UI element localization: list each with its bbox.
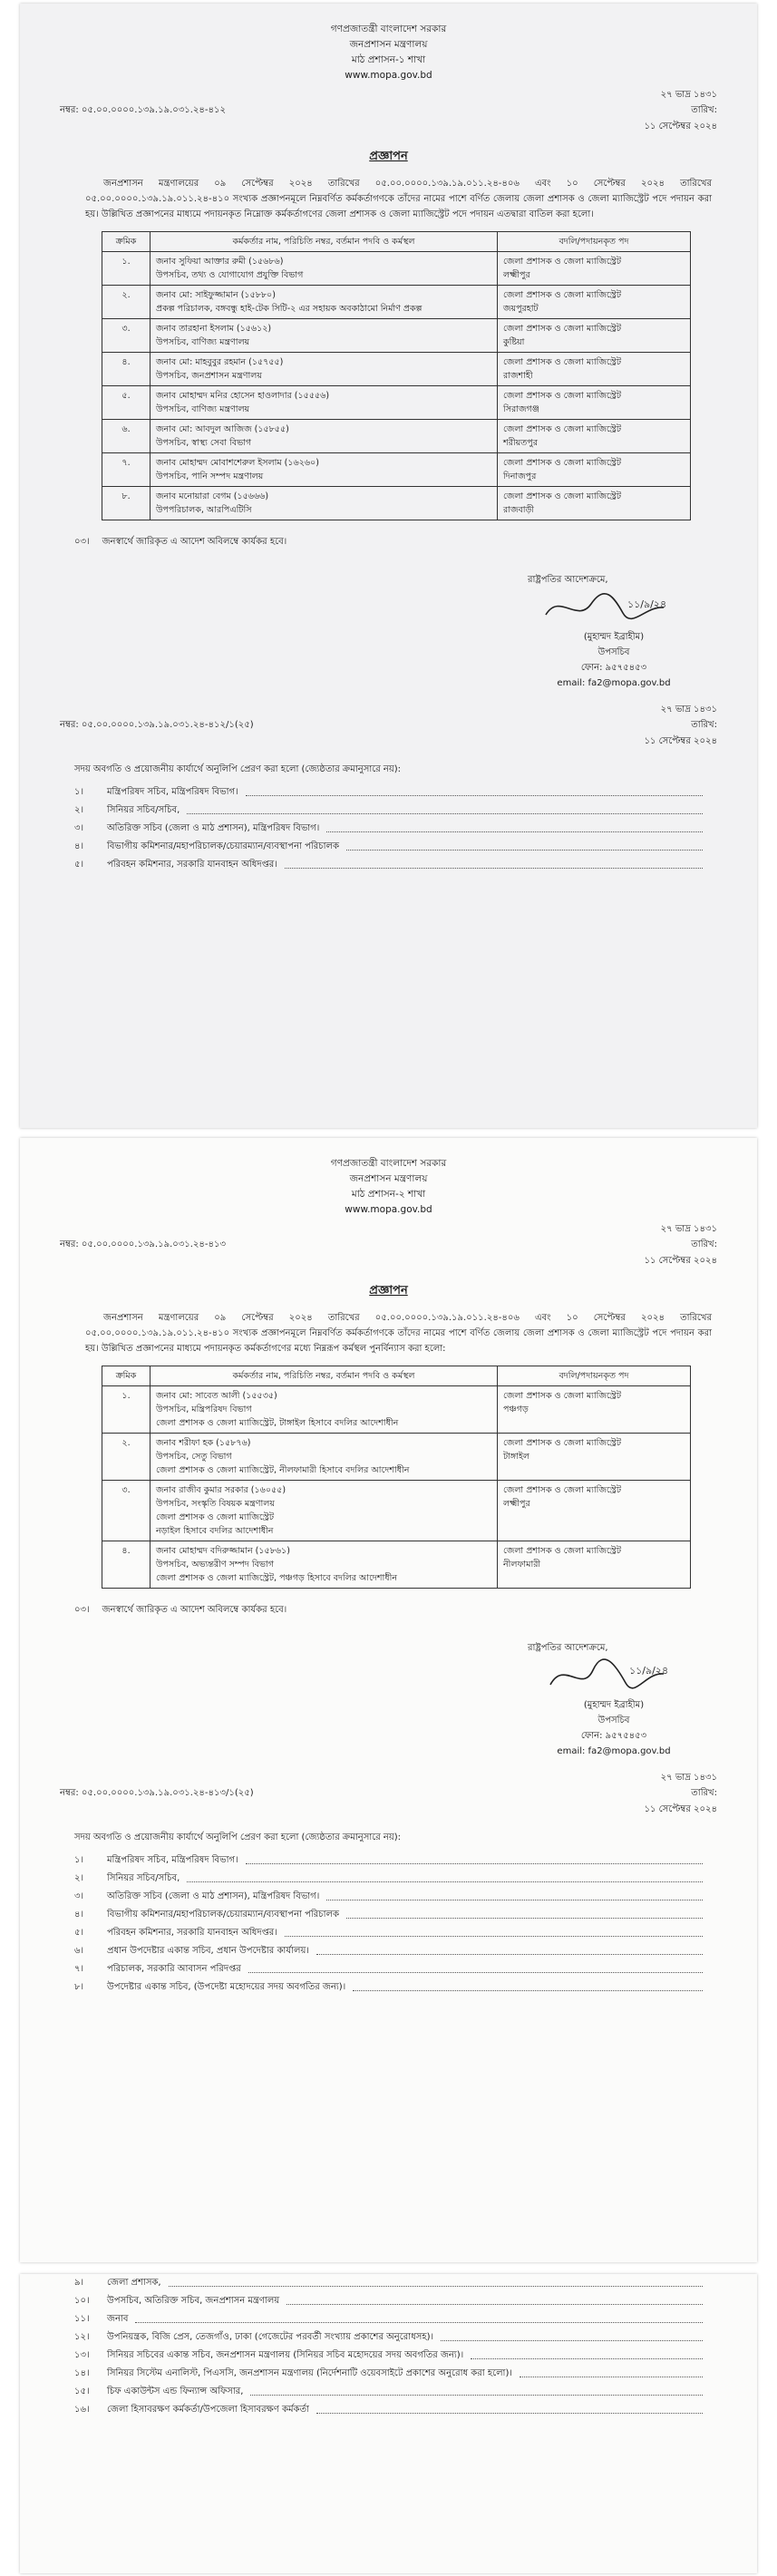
copy-list: [74, 1852, 757, 1997]
copy-item-text: উপনিয়ন্ত্রক, বিজি প্রেস, তেজগাঁও, ঢাকা (গেজেটের পরবর্তী সংখ্যায় প্রকাশের অনুরোধসহ)।: [107, 2332, 434, 2342]
website: www.mopa.gov.bd: [345, 70, 432, 81]
fill-line: [520, 2365, 703, 2377]
signatory-email: email: fa2@mopa.gov.bd: [557, 678, 671, 688]
copy-item: [74, 2401, 757, 2419]
copy-heading: সদয় অবগতি ও প্রয়োজনীয় কার্যার্থে অনুলিপি প্রেরণ করা হলো (জ্যেষ্ঠতার ক্রমানুসারে নয়):: [74, 1832, 402, 1842]
copy-item: [74, 838, 757, 856]
post-cell: জেলা প্রশাসক ও জেলা ম্যাজিস্ট্রেট নীলফামারী: [498, 1541, 691, 1589]
serial-cell: ১.: [102, 1386, 151, 1434]
copy-item: [74, 820, 757, 838]
copy-memo-number: নম্বর: ০৫.০০.০০০০.১৩৯.১৯.০৩১.২৪-৪১২/১(২৫): [60, 720, 254, 730]
table-row: [102, 487, 691, 520]
date-english: ১১ সেপ্টেম্বর ২০২৪: [644, 1256, 717, 1266]
signatory-designation: উপসচিব: [597, 1716, 630, 1725]
serial-cell: ৮.: [102, 487, 151, 520]
copy-item-text: উপদেষ্টার একান্ত সচিব, (উপদেষ্টা মহোদয়ের সদয় অবগতির জন্য)।: [107, 1982, 346, 1992]
copy-item-number: ১।: [74, 787, 84, 797]
copy-item: [74, 2310, 757, 2328]
website: www.mopa.gov.bd: [345, 1204, 432, 1215]
notification-title: প্রজ্ঞাপন: [369, 1284, 408, 1298]
post-cell: জেলা প্রশাসক ও জেলা ম্যাজিস্ট্রেট জয়পুরহাট: [498, 286, 691, 319]
officer-cell: জনাব রাজীব কুমার সরকার (১৬০৫৫) উপসচিব, সংস্কৃতি বিষয়ক মন্ত্রণালয় জেলা প্রশাসক ও জেলা ম্যাজিস্ট্রেট নড়াইল হিসাবে বদলির আদেশাধীন: [151, 1481, 498, 1541]
copy-item-text: অতিরিক্ত সচিব (জেলা ও মাঠ প্রশাসন), মন্ত্রিপরিষদ বিভাগ।: [107, 823, 320, 833]
copy-item: [74, 1960, 757, 1978]
notification-page-3: [20, 2274, 757, 2573]
effective-note: [74, 535, 757, 550]
copy-item-number: ১৫।: [74, 2386, 90, 2396]
copy-item-text: জেলা প্রশাসক,: [107, 2278, 161, 2288]
col-officer: কর্মকর্তার নাম, পরিচিতি নম্বর, বর্তমান পদবি ও কর্মস্থল: [151, 1366, 498, 1386]
table-row: [102, 1434, 691, 1481]
copy-item-number: ৭।: [74, 1964, 84, 1974]
signature-date: ১১/৯/২৪: [627, 598, 667, 610]
officer-cell: জনাব মো: আবদুল আজিজ (১৫৮৫৫) উপসচিব, স্বাস্থ্য সেবা বিভাগ: [151, 420, 498, 453]
signatory-name: (মুহাম্মদ ইব্রাহীম): [583, 632, 645, 642]
copy-item-number: ১২।: [74, 2332, 90, 2342]
table-row: [102, 252, 691, 286]
officer-cell: জনাব তারহানা ইসলাম (১৫৬১২) উপসচিব, বাণিজ্য মন্ত্রণালয়: [151, 319, 498, 353]
fill-line: [287, 2292, 703, 2305]
fill-line: [441, 2328, 703, 2341]
copy-item-text: উপসচিব, অতিরিক্ত সচিব, জনপ্রশাসন মন্ত্রণালয়: [107, 2296, 280, 2306]
copy-item-text: সিনিয়র সচিব/সচিব,: [107, 1873, 180, 1883]
signatory-phone: ফোন: ৯৫৭৫৪৫৩: [580, 663, 647, 673]
post-cell: জেলা প্রশাসক ও জেলা ম্যাজিস্ট্রেট লক্ষ্মীপুর: [498, 1481, 691, 1541]
fill-line: [316, 1942, 703, 1955]
copy-item-number: ১৪।: [74, 2368, 90, 2378]
col-officer: কর্মকর্তার নাম, পরিচিতি নম্বর, বর্তমান পদবি ও কর্মস্থল: [151, 232, 498, 252]
copy-item: [74, 856, 757, 874]
copy-item: [74, 1870, 757, 1888]
copy-item: [74, 2347, 757, 2365]
table-header-row: [102, 232, 691, 252]
copy-item-number: ৩।: [74, 823, 84, 833]
memo-number: নম্বর: ০৫.০০.০০০০.১৩৯.১৯.০৩১.২৪-৪১৩: [60, 1239, 227, 1249]
signatory-designation: উপসচিব: [597, 647, 630, 657]
serial-cell: ৭.: [102, 453, 151, 487]
copy-heading: সদয় অবগতি ও প্রয়োজনীয় কার্যার্থে অনুলিপি প্রেরণ করা হলো (জ্যেষ্ঠতার ক্রমানুসারে নয়):: [74, 764, 402, 774]
date-label: তারিখ:: [691, 105, 717, 115]
serial-cell: ২.: [102, 1434, 151, 1481]
table-row: [102, 1541, 691, 1589]
copy-item: [74, 2274, 757, 2292]
copy-item-text: পরিবহন কমিশনার, সরকারি যানবাহন অধিদপ্তর।: [107, 1928, 277, 1938]
officer-cell: জনাব মোহাম্মদ মনির হোসেন হাওলাদার (১৫৫৫৬) উপসচিব, বাণিজ্য মন্ত্রণালয়: [151, 386, 498, 420]
section-name: মাঠ প্রশাসন-১ শাখা: [351, 54, 426, 65]
copy-date-label: তারিখ:: [691, 1788, 717, 1798]
fill-line: [169, 2274, 703, 2287]
post-cell: জেলা প্রশাসক ও জেলা ম্যাজিস্ট্রেট পঞ্চগড়: [498, 1386, 691, 1434]
copy-item-number: ২।: [74, 1873, 84, 1883]
copy-item: [74, 802, 757, 820]
copy-item-text: মন্ত্রিপরিষদ সচিব, মন্ত্রিপরিষদ বিভাগ।: [107, 1855, 238, 1865]
note-number: ০৩।: [74, 537, 90, 547]
col-post: বদলি/পদায়নকৃত পদ: [498, 1366, 691, 1386]
table-row: [102, 319, 691, 353]
copy-date-english: ১১ সেপ্টেম্বর ২০২৪: [644, 736, 717, 746]
serial-cell: ১.: [102, 252, 151, 286]
fill-line: [346, 1906, 703, 1919]
copy-item-text: সিনিয়র সচিবের একান্ত সচিব, জনপ্রশাসন মন্ত্রণালয় (সিনিয়র সচিব মহোদয়ের সদয় অবগতির জন্য)।: [107, 2350, 464, 2360]
fill-line: [326, 820, 703, 832]
note-text: জনস্বার্থে জারিকৃত এ আদেশ অবিলম্বে কার্যকর হবে।: [102, 537, 287, 547]
table-row: [102, 420, 691, 453]
copy-item-number: ৯।: [74, 2278, 84, 2288]
serial-cell: ৪.: [102, 353, 151, 386]
ministry-name: জনপ্রশাসন মন্ত্রণালয়: [349, 39, 428, 50]
copy-item-text: পরিচালক, সরকারি আবাসন পরিদপ্তর: [107, 1964, 241, 1974]
copy-item: [74, 2292, 757, 2310]
copy-item-number: ১৩।: [74, 2350, 90, 2360]
fill-line: [471, 2347, 703, 2359]
posting-table: [102, 1366, 691, 1589]
copy-item-number: ৫।: [74, 860, 84, 870]
handwritten-signature: [528, 1656, 757, 1697]
col-serial: ক্রমিক: [102, 1366, 151, 1386]
govt-name: গণপ্রজাতন্ত্রী বাংলাদেশ সরকার: [330, 1158, 447, 1169]
post-cell: জেলা প্রশাসক ও জেলা ম্যাজিস্ট্রেট রাজশাহী: [498, 353, 691, 386]
table-row: [102, 353, 691, 386]
copy-item-number: ৪।: [74, 841, 84, 851]
letterhead: [20, 1138, 757, 1218]
officer-cell: জনাব মো: মাহবুবুর রহমান (১৫৭৫৫) উপসচিব, জনপ্রশাসন মন্ত্রণালয়: [151, 353, 498, 386]
effective-note: [74, 1603, 757, 1619]
serial-cell: ৪.: [102, 1541, 151, 1589]
signature-block: [528, 572, 757, 691]
copy-item: [74, 1924, 757, 1942]
signature-date: ১১/৯/২৪: [629, 1665, 669, 1677]
order-line: রাষ্ট্রপতির আদেশক্রমে,: [528, 1643, 608, 1653]
officer-cell: জনাব মনোয়ারা বেগম (১৫৬৬৬) উপপরিচালক, আরপিএটিসি: [151, 487, 498, 520]
post-cell: জেলা প্রশাসক ও জেলা ম্যাজিস্ট্রেট কুষ্টিয়া: [498, 319, 691, 353]
serial-cell: ২.: [102, 286, 151, 319]
copy-item: [74, 1906, 757, 1924]
section-name: মাঠ প্রশাসন-২ শাখা: [351, 1189, 426, 1200]
fill-line: [246, 783, 703, 796]
serial-cell: ৩.: [102, 1481, 151, 1541]
memo-number: নম্বর: ০৫.০০.০০০০.১৩৯.১৯.০৩১.২৪-৪১২: [60, 105, 227, 115]
copy-item-text: সিনিয়র সিস্টেম এনালিস্ট, পিএসসি, জনপ্রশাসন মন্ত্রণালয় (নির্দেশনাটি ওয়েবসাইটে প্রকাশের অনুরোধ করা হলো)।: [107, 2368, 512, 2378]
copy-item-number: ৮।: [74, 1982, 84, 1992]
officer-cell: জনাব সুফিয়া আক্তার রুমী (১৫৬৮৬) উপসচিব, তথ্য ও যোগাযোগ প্রযুক্তি বিভাগ: [151, 252, 498, 286]
copy-item: [74, 1888, 757, 1906]
fill-line: [246, 1852, 703, 1864]
notification-body: জনপ্রশাসন মন্ত্রণালয়ের ০৯ সেপ্টেম্বর ২০২৪ তারিখের ০৫.০০.০০০০.১৩৯.১৯.০১১.২৪-৪০৬ এবং ১০ সেপ্টেম্বর ২০২৪ তারিখের ০৫.০০.০০০০.১৩৯.১৯.০১১.২৪-৪১০ সংখ্যক প্রজ্ঞাপনমূলে নিম্নবর্ণিত কর্মকর্তাগণকে তাঁদের নামের পাশে বর্ণিত জেলায় জেলা প্রশাসক ও জেলা ম্যাজিস্ট্রেট পদে পদায়ন করা হয়। উল্লিখিত প্রজ্ঞাপনের মাধ্যমে পদায়নকৃত নিম্নোক্ত কর্মকর্তাগণের জেলা প্রশাসক ও জেলা ম্যাজিস্ট্রেট পদে পদায়ন এতদ্বারা বাতিল করা হলো।: [85, 179, 712, 219]
notification-page-1: [20, 4, 757, 1128]
fill-line: [250, 2383, 703, 2396]
copy-item: [74, 1978, 757, 1997]
date-bangla: ২৭ ভাদ্র ১৪৩১: [660, 90, 717, 100]
officer-cell: জনাব মো: সাবেত আলী (১৫৫৩৫) উপসচিব, মন্ত্রিপরিষদ বিভাগ জেলা প্রশাসক ও জেলা ম্যাজিস্ট্রেট, টাঙ্গাইল হিসাবে বদলির আদেশাধীন: [151, 1386, 498, 1434]
copy-memo-number: নম্বর: ০৫.০০.০০০০.১৩৯.১৯.০৩১.২৪-৪১৩/১(২৫): [60, 1788, 254, 1798]
copy-item-number: ৩।: [74, 1891, 84, 1901]
posting-table: [102, 231, 691, 520]
note-text: জনস্বার্থে জারিকৃত এ আদেশ অবিলম্বে কার্যকর হবে।: [102, 1605, 287, 1615]
order-line: রাষ্ট্রপতির আদেশক্রমে,: [528, 575, 608, 585]
signature-block: [528, 1640, 757, 1759]
col-post: বদলি/পদায়নকৃত পদ: [498, 232, 691, 252]
fill-line: [326, 1888, 703, 1900]
post-cell: জেলা প্রশাসক ও জেলা ম্যাজিস্ট্রেট রাজবাড়ী: [498, 487, 691, 520]
copy-item-number: ৫।: [74, 1928, 84, 1938]
post-cell: জেলা প্রশাসক ও জেলা ম্যাজিস্ট্রেট সিরাজগঞ্জ: [498, 386, 691, 420]
date-label: তারিখ:: [691, 1239, 717, 1249]
serial-cell: ৬.: [102, 420, 151, 453]
fill-line: [285, 1924, 703, 1937]
post-cell: জেলা প্রশাসক ও জেলা ম্যাজিস্ট্রেট দিনাজপুর: [498, 453, 691, 487]
fill-line: [316, 2401, 703, 2414]
serial-cell: ৩.: [102, 319, 151, 353]
copy-item-number: ১০।: [74, 2296, 90, 2306]
copy-item-text: বিভাগীয় কমিশনার/মহাপরিচালক/চেয়ারম্যান/ব্যবস্থাপনা পরিচালক: [107, 1910, 340, 1920]
signatory-email: email: fa2@mopa.gov.bd: [557, 1746, 671, 1756]
post-cell: জেলা প্রশাসক ও জেলা ম্যাজিস্ট্রেট লক্ষ্মীপুর: [498, 252, 691, 286]
officer-cell: জনাব মোহাম্মদ মোবাশশেরুল ইসলাম (১৬২৬০) উপসচিব, পানি সম্পদ মন্ত্রণালয়: [151, 453, 498, 487]
govt-name: গণপ্রজাতন্ত্রী বাংলাদেশ সরকার: [330, 24, 447, 34]
handwritten-signature: [528, 588, 757, 629]
col-serial: ক্রমিক: [102, 232, 151, 252]
copy-item-number: ১।: [74, 1855, 84, 1865]
officer-cell: জনাব মোহাম্মদ বদিরুজ্জামান (১৫৮৬১) উপসচিব, অভ্যন্তরীণ সম্পদ বিভাগ জেলা প্রশাসক ও জেলা ম্যাজিস্ট্রেট, পঞ্চগড় হিসাবে বদলির আদেশাধীন: [151, 1541, 498, 1589]
copy-item: [74, 783, 757, 802]
serial-cell: ৫.: [102, 386, 151, 420]
table-row: [102, 1481, 691, 1541]
copy-date-bangla: ২৭ ভাদ্র ১৪৩১: [660, 1773, 717, 1783]
copy-list-continued: [74, 2274, 757, 2419]
signatory-phone: ফোন: ৯৫৭৫৪৫৩: [580, 1731, 647, 1741]
copy-item: [74, 1852, 757, 1870]
note-number: ০৩।: [74, 1605, 90, 1615]
fill-line: [187, 802, 703, 814]
copy-date-english: ১১ সেপ্টেম্বর ২০২৪: [644, 1804, 717, 1814]
copy-item-text: অতিরিক্ত সচিব (জেলা ও মাঠ প্রশাসন), মন্ত্রিপরিষদ বিভাগ।: [107, 1891, 320, 1901]
fill-line: [353, 1978, 703, 1991]
notification-body: জনপ্রশাসন মন্ত্রণালয়ের ০৯ সেপ্টেম্বর ২০২৪ তারিখের ০৫.০০.০০০০.১৩৯.১৯.০১১.২৪-৪০৬ এবং ১০ সেপ্টেম্বর ২০২৪ তারিখের ০৫.০০.০০০০.১৩৯.১৯.০১১.২৪-৪১০ সংখ্যক প্রজ্ঞাপনমূলে নিম্নবর্ণিত কর্মকর্তাগণকে তাঁদের নামের পাশে বর্ণিত জেলায় জেলা প্রশাসক ও জেলা ম্যাজিস্ট্রেট পদে পদায়ন করা হয়। উল্লিখিত প্রজ্ঞাপনের মাধ্যমে পদায়নকৃত কর্মকর্তাগণের মধ্যে নিম্নরূপ কর্মস্থল পুনর্বিন্যাস করা হলো:: [85, 1313, 712, 1354]
copy-item: [74, 1942, 757, 1960]
table-row: [102, 453, 691, 487]
copy-date-label: তারিখ:: [691, 720, 717, 730]
copy-item: [74, 2328, 757, 2347]
copy-date-bangla: ২৭ ভাদ্র ১৪৩১: [660, 705, 717, 714]
fill-line: [135, 2310, 703, 2323]
copy-item-text: জেলা হিসাবরক্ষণ কর্মকর্তা/উপজেলা হিসাবরক্ষণ কর্মকর্তা: [107, 2405, 309, 2415]
copy-item-text: পরিবহন কমিশনার, সরকারি যানবাহন অধিদপ্তর।: [107, 860, 277, 870]
copy-item: [74, 2383, 757, 2401]
copy-item: [74, 2365, 757, 2383]
copy-list: [74, 783, 757, 874]
notification-page-2: [20, 1138, 757, 2262]
date-english: ১১ সেপ্টেম্বর ২০২৪: [644, 122, 717, 131]
ministry-name: জনপ্রশাসন মন্ত্রণালয়: [349, 1173, 428, 1184]
fill-line: [248, 1960, 703, 1973]
copy-item-text: মন্ত্রিপরিষদ সচিব, মন্ত্রিপরিষদ বিভাগ।: [107, 787, 238, 797]
copy-item-text: জনাব: [107, 2314, 129, 2324]
post-cell: জেলা প্রশাসক ও জেলা ম্যাজিস্ট্রেট টাঙ্গাইল: [498, 1434, 691, 1481]
fill-line: [187, 1870, 703, 1882]
copy-item-text: বিভাগীয় কমিশনার/মহাপরিচালক/চেয়ারম্যান/ব্যবস্থাপনা পরিচালক: [107, 841, 340, 851]
table-row: [102, 386, 691, 420]
copy-item-number: ১৬।: [74, 2405, 90, 2415]
copy-item-text: সিনিয়র সচিব/সচিব,: [107, 805, 180, 815]
notification-title: প্রজ্ঞাপন: [369, 150, 408, 163]
copy-item-text: চিফ একাউন্টস এন্ড ফিন্যান্স অফিসার,: [107, 2386, 244, 2396]
table-row: [102, 286, 691, 319]
copy-item-number: ২।: [74, 805, 84, 815]
fill-line: [285, 856, 703, 869]
copy-item-number: ৪।: [74, 1910, 84, 1920]
table-header-row: [102, 1366, 691, 1386]
copy-item-text: প্রধান উপদেষ্টার একান্ত সচিব, প্রধান উপদেষ্টার কার্যালয়।: [107, 1946, 309, 1956]
letterhead: [20, 4, 757, 83]
copy-item-number: ৬।: [74, 1946, 84, 1956]
officer-cell: জনাব শরীফা হক (১৫৮৭৬) উপসচিব, সেতু বিভাগ জেলা প্রশাসক ও জেলা ম্যাজিস্ট্রেট, নীলফামারী হিসাবে বদলির আদেশাধীন: [151, 1434, 498, 1481]
copy-item-number: ১১।: [74, 2314, 90, 2324]
post-cell: জেলা প্রশাসক ও জেলা ম্যাজিস্ট্রেট শরীয়তপুর: [498, 420, 691, 453]
signatory-name: (মুহাম্মদ ইব্রাহীম): [583, 1700, 645, 1710]
date-bangla: ২৭ ভাদ্র ১৪৩১: [660, 1224, 717, 1234]
officer-cell: জনাব মো: সাইফুজ্জামান (১৫৮৮০) প্রকল্প পরিচালক, বঙ্গবন্ধু হাই-টেক সিটি-২ এর সহায়ক অবকাঠামো নির্মাণ প্রকল্প: [151, 286, 498, 319]
fill-line: [346, 838, 703, 851]
table-row: [102, 1386, 691, 1434]
